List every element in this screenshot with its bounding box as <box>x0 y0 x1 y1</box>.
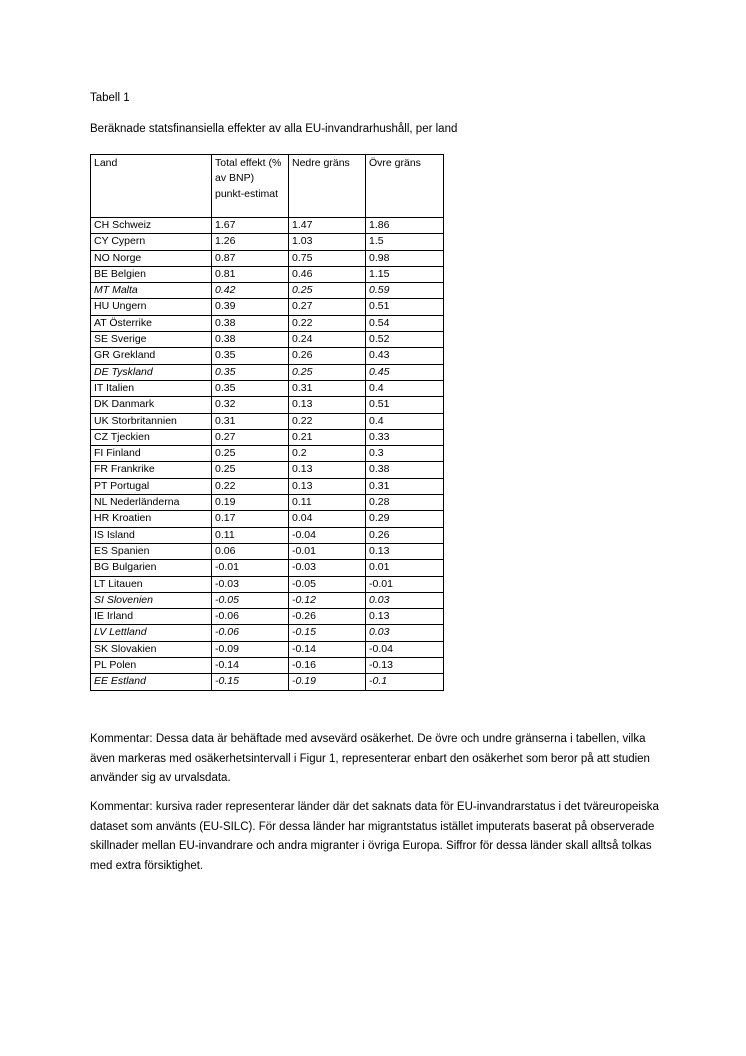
table-caption: Beräknade statsfinansiella effekter av alla EU-invandrarhushåll, per land <box>90 123 458 135</box>
cell-ovre: 0.43 <box>366 348 444 364</box>
cell-land: AT Österrike <box>91 315 212 331</box>
cell-nedre: 0.31 <box>289 380 366 396</box>
table-body <box>91 218 444 691</box>
cell-nedre: 0.13 <box>289 478 366 494</box>
table-row <box>91 397 444 413</box>
cell-nedre: -0.14 <box>289 641 366 657</box>
cell-ovre: 0.54 <box>366 315 444 331</box>
cell-land: IT Italien <box>91 380 212 396</box>
cell-land: LT Litauen <box>91 576 212 592</box>
cell-total: -0.01 <box>212 560 289 576</box>
cell-land: DK Danmark <box>91 397 212 413</box>
cell-land: IS Island <box>91 527 212 543</box>
table-row <box>91 332 444 348</box>
cell-land: FR Frankrike <box>91 462 212 478</box>
cell-total: 0.31 <box>212 413 289 429</box>
cell-nedre: 0.04 <box>289 511 366 527</box>
cell-ovre: 0.13 <box>366 609 444 625</box>
cell-land: CY Cypern <box>91 234 212 250</box>
cell-total: 0.39 <box>212 299 289 315</box>
cell-land: SK Slovakien <box>91 641 212 657</box>
cell-nedre: -0.01 <box>289 543 366 559</box>
table-row <box>91 641 444 657</box>
header-land: Land <box>91 155 212 218</box>
cell-land: IE Irland <box>91 609 212 625</box>
table-row <box>91 495 444 511</box>
table-row <box>91 299 444 315</box>
cell-land: FI Finland <box>91 446 212 462</box>
cell-nedre: 0.27 <box>289 299 366 315</box>
cell-land: GR Grekland <box>91 348 212 364</box>
cell-total: 0.87 <box>212 250 289 266</box>
cell-ovre: 0.51 <box>366 397 444 413</box>
cell-nedre: 0.13 <box>289 462 366 478</box>
cell-nedre: 0.2 <box>289 446 366 462</box>
cell-nedre: -0.15 <box>289 625 366 641</box>
cell-nedre: -0.26 <box>289 609 366 625</box>
cell-ovre: 0.26 <box>366 527 444 543</box>
cell-land: SI Slovenien <box>91 592 212 608</box>
cell-total: 0.25 <box>212 446 289 462</box>
cell-land: NL Nederländerna <box>91 495 212 511</box>
table-row <box>91 348 444 364</box>
cell-ovre: 0.38 <box>366 462 444 478</box>
cell-nedre: 0.25 <box>289 283 366 299</box>
cell-total: 0.35 <box>212 380 289 396</box>
table-row <box>91 560 444 576</box>
cell-total: 1.26 <box>212 234 289 250</box>
cell-total: 0.06 <box>212 543 289 559</box>
cell-ovre: 0.3 <box>366 446 444 462</box>
cell-total: 1.67 <box>212 218 289 234</box>
cell-ovre: 0.03 <box>366 625 444 641</box>
cell-land: SE Sverige <box>91 332 212 348</box>
comment-italic-rows: Kommentar: kursiva rader representerar länder där det saknats data för EU-invandrarstatus i det tväreuropeiska dataset som använts (EU-SILC). För dessa länder har migrantstatus istället imputerats baserat på observerade skillnader mellan EU-invandrare och andra migranter i övriga Europa. Siffror för dessa länder skall alltså tolkas med extra försiktighet. <box>90 801 659 872</box>
comment-uncertainty: Kommentar: Dessa data är behäftade med avsevärd osäkerhet. De övre och undre gränserna i tabellen, vilka även markeras med osäkerhetsintervall i Figur 1, representerar enbart den osäkerhet som beror på att studien använder sig av urvalsdata. <box>90 733 650 784</box>
table-row <box>91 315 444 331</box>
cell-nedre: -0.04 <box>289 527 366 543</box>
cell-nedre: 0.24 <box>289 332 366 348</box>
cell-ovre: -0.01 <box>366 576 444 592</box>
cell-nedre: 1.03 <box>289 234 366 250</box>
cell-total: 0.42 <box>212 283 289 299</box>
cell-ovre: -0.04 <box>366 641 444 657</box>
cell-land: HR Kroatien <box>91 511 212 527</box>
cell-ovre: 0.31 <box>366 478 444 494</box>
cell-land: MT Malta <box>91 283 212 299</box>
cell-total: -0.14 <box>212 658 289 674</box>
cell-land: PL Polen <box>91 658 212 674</box>
cell-land: PT Portugal <box>91 478 212 494</box>
table-label: Tabell 1 <box>90 92 130 104</box>
table-row <box>91 283 444 299</box>
cell-nedre: 0.13 <box>289 397 366 413</box>
cell-land: CH Schweiz <box>91 218 212 234</box>
header-total: Total effekt (% av BNP) punkt-estimat <box>212 155 289 218</box>
cell-nedre: -0.19 <box>289 674 366 690</box>
table-row <box>91 576 444 592</box>
cell-ovre: 0.52 <box>366 332 444 348</box>
cell-ovre: 0.59 <box>366 283 444 299</box>
cell-total: 0.38 <box>212 315 289 331</box>
cell-nedre: -0.03 <box>289 560 366 576</box>
cell-total: 0.25 <box>212 462 289 478</box>
cell-ovre: 1.5 <box>366 234 444 250</box>
table-row <box>91 543 444 559</box>
cell-ovre: 0.4 <box>366 413 444 429</box>
cell-ovre: 0.98 <box>366 250 444 266</box>
table-row <box>91 380 444 396</box>
cell-land: BE Belgien <box>91 266 212 282</box>
cell-ovre: 0.13 <box>366 543 444 559</box>
cell-land: LV Lettland <box>91 625 212 641</box>
cell-nedre: -0.12 <box>289 592 366 608</box>
cell-ovre: 1.15 <box>366 266 444 282</box>
cell-total: 0.17 <box>212 511 289 527</box>
cell-land: CZ Tjeckien <box>91 429 212 445</box>
table-row <box>91 478 444 494</box>
table-row <box>91 511 444 527</box>
cell-ovre: 0.29 <box>366 511 444 527</box>
cell-nedre: 0.75 <box>289 250 366 266</box>
cell-total: 0.35 <box>212 364 289 380</box>
cell-nedre: 0.25 <box>289 364 366 380</box>
cell-nedre: -0.05 <box>289 576 366 592</box>
cell-land: HU Ungern <box>91 299 212 315</box>
cell-ovre: 0.03 <box>366 592 444 608</box>
header-ovre: Övre gräns <box>366 155 444 218</box>
cell-ovre: 0.28 <box>366 495 444 511</box>
table-row <box>91 462 444 478</box>
table-row <box>91 527 444 543</box>
cell-total: 0.19 <box>212 495 289 511</box>
cell-land: ES Spanien <box>91 543 212 559</box>
cell-ovre: 0.45 <box>366 364 444 380</box>
cell-land: UK Storbritannien <box>91 413 212 429</box>
cell-ovre: 0.51 <box>366 299 444 315</box>
table-row <box>91 266 444 282</box>
cell-total: 0.35 <box>212 348 289 364</box>
cell-total: 0.38 <box>212 332 289 348</box>
cell-ovre: 0.33 <box>366 429 444 445</box>
cell-nedre: 0.22 <box>289 413 366 429</box>
cell-ovre: 0.01 <box>366 560 444 576</box>
cell-nedre: 0.21 <box>289 429 366 445</box>
table-row <box>91 250 444 266</box>
cell-nedre: 1.47 <box>289 218 366 234</box>
cell-total: -0.05 <box>212 592 289 608</box>
cell-land: BG Bulgarien <box>91 560 212 576</box>
table-row <box>91 218 444 234</box>
cell-total: 0.81 <box>212 266 289 282</box>
cell-ovre: 0.4 <box>366 380 444 396</box>
table-row <box>91 609 444 625</box>
data-table <box>90 154 444 691</box>
cell-ovre: -0.13 <box>366 658 444 674</box>
cell-total: 0.32 <box>212 397 289 413</box>
cell-land: NO Norge <box>91 250 212 266</box>
table-row <box>91 234 444 250</box>
cell-total: -0.09 <box>212 641 289 657</box>
table-row <box>91 429 444 445</box>
cell-total: -0.06 <box>212 625 289 641</box>
cell-total: -0.06 <box>212 609 289 625</box>
cell-total: 0.22 <box>212 478 289 494</box>
cell-nedre: 0.22 <box>289 315 366 331</box>
cell-nedre: -0.16 <box>289 658 366 674</box>
cell-ovre: -0.1 <box>366 674 444 690</box>
table-row <box>91 413 444 429</box>
cell-nedre: 0.26 <box>289 348 366 364</box>
table-row <box>91 592 444 608</box>
cell-nedre: 0.46 <box>289 266 366 282</box>
cell-land: DE Tyskland <box>91 364 212 380</box>
cell-total: -0.03 <box>212 576 289 592</box>
cell-total: 0.11 <box>212 527 289 543</box>
table-row <box>91 625 444 641</box>
table-header-row <box>91 155 444 218</box>
table-row <box>91 446 444 462</box>
table-row <box>91 674 444 690</box>
cell-total: -0.15 <box>212 674 289 690</box>
cell-nedre: 0.11 <box>289 495 366 511</box>
cell-total: 0.27 <box>212 429 289 445</box>
header-nedre: Nedre gräns <box>289 155 366 218</box>
table-row <box>91 658 444 674</box>
table-row <box>91 364 444 380</box>
cell-ovre: 1.86 <box>366 218 444 234</box>
cell-land: EE Estland <box>91 674 212 690</box>
